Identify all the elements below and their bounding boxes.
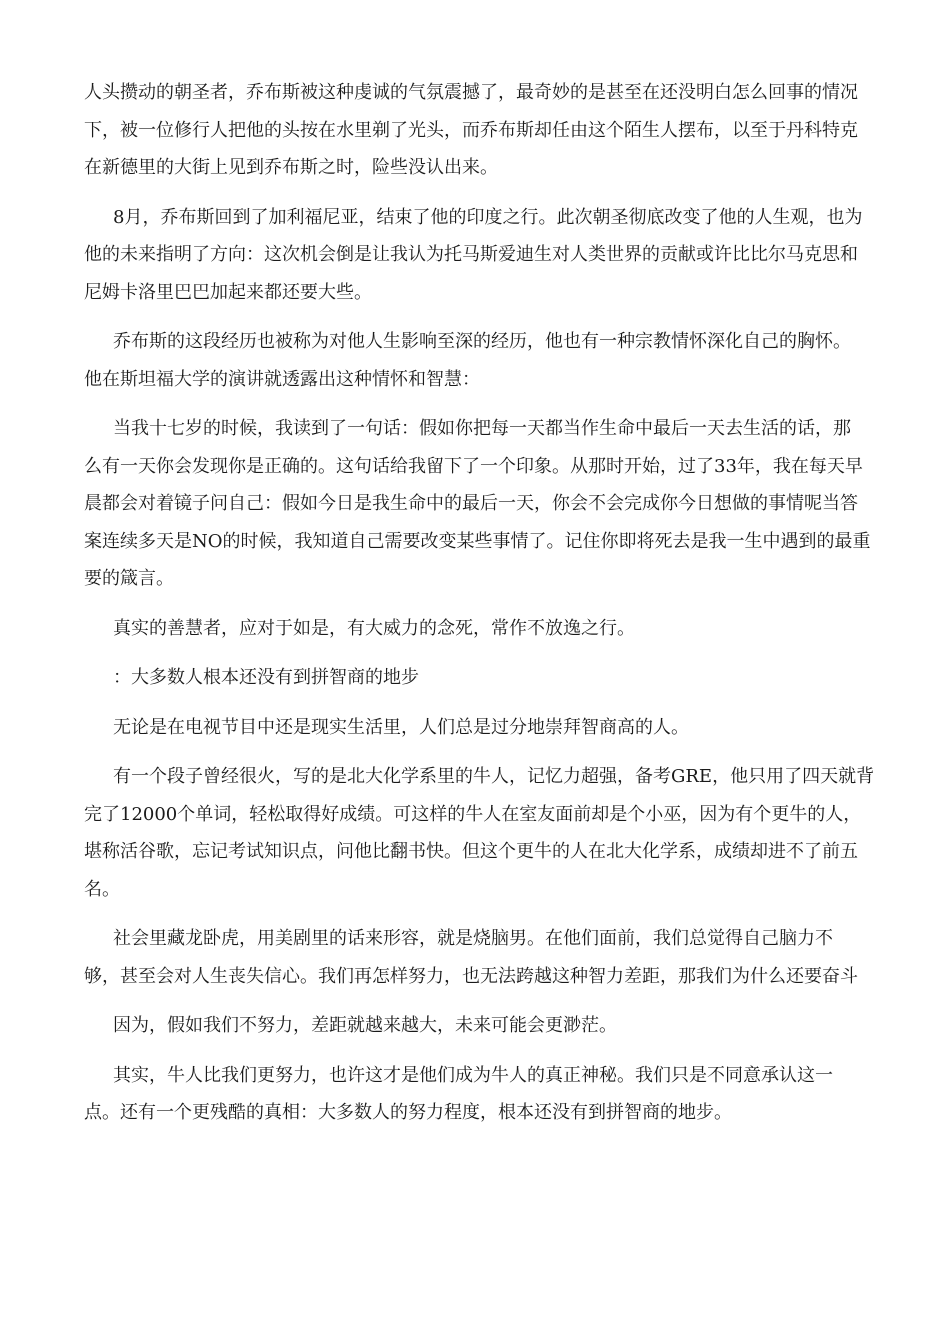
paragraph [84,199,866,312]
text-line: 其实，牛人比我们更努力，也许这才是他们成为牛人的真正神秘。我们只是不同意承认这一 [113,1064,833,1086]
text-line: 他在斯坦福大学的演讲就透露出这种情怀和智慧： [84,368,480,390]
text-line: 尼姆卡洛里巴巴加起来都还要大些。 [84,281,372,303]
text-line: 人头攒动的朝圣者，乔布斯被这种虔诚的气氛震撼了，最奇妙的是甚至在还没明白怎么回事的情况 [84,82,858,103]
text-line: 有一个段子曾经很火，写的是北大化学系里的牛人，记忆力超强，备考GRE，他只用了四天就背 [113,766,875,787]
text-line: 名。 [84,878,120,900]
paragraph [84,610,866,648]
text-line: 因为，假如我们不努力，差距就越来越大，未来可能会更渺茫。 [113,1015,617,1036]
text-line: 无论是在电视节目中还是现实生活里，人们总是过分地崇拜智商高的人。 [113,716,689,738]
text-line: 要的箴言。 [84,568,174,589]
text-line: 他的未来指明了方向：这次机会倒是让我认为托马斯爱迪生对人类世界的贡献或许比比尔马克思和 [84,244,858,265]
text-line: 点。还有一个更残酷的真相：大多数人的努力程度，根本还没有到拼智商的地步。 [84,1102,732,1123]
paragraph [84,410,871,598]
text-line: 堪称活谷歌，忘记考试知识点，问他比翻书快。但这个更牛的人在北大化学系，成绩却进不了前五 [84,841,858,862]
text-line: 8月，乔布斯回到了加利福尼亚，结束了他的印度之行。此次朝圣彻底改变了他的人生观，也为 [113,206,863,228]
paragraph [84,920,866,995]
text-line: 案连续多天是NO的时候，我知道自己需要改变某些事情了。记住你即将死去是我一生中遇到的最重 [84,530,871,552]
paragraph [84,709,866,747]
text-line: ：大多数人根本还没有到拼智商的地步 [113,667,419,688]
paragraph [84,323,866,398]
text-line: 在新德里的大街上见到乔布斯之时，险些没认出来。 [84,157,498,178]
text-line: 真实的善慧者，应对于如是，有大威力的念死，常作不放逸之行。 [113,617,635,639]
text-line: 够，甚至会对人生丧失信心。我们再怎样努力，也无法跨越这种智力差距，那我们为什么还要奋斗 [84,965,858,987]
document-body [84,74,875,1144]
text-line: 晨都会对着镜子问自己：假如今日是我生命中的最后一天，你会不会完成你今日想做的事情呢当答 [84,493,858,514]
text-line: 社会里藏龙卧虎，用美剧里的话来形容，就是烧脑男。在他们面前，我们总觉得自己脑力不 [113,928,833,949]
text-line: 下，被一位修行人把他的头按在水里剃了光头，而乔布斯却任由这个陌生人摆布，以至于丹科特克 [84,119,858,141]
text-line: 当我十七岁的时候，我读到了一句话：假如你把每一天都当作生命中最后一天去生活的话，那 [113,418,851,439]
paragraph [84,74,866,187]
text-line: 乔布斯的这段经历也被称为对他人生影响至深的经历，他也有一种宗教情怀深化自己的胸怀。 [113,331,851,352]
text-line: 完了12000个单词，轻松取得好成绩。可这样的牛人在室友面前却是个小巫，因为有个更牛的人， [84,803,862,825]
paragraph [84,1057,866,1132]
paragraph [84,659,866,697]
paragraph [84,1007,866,1045]
paragraph [84,758,875,908]
text-line: 么有一天你会发现你是正确的。这句话给我留下了一个印象。从那时开始，过了33年，我在每天早 [84,455,863,477]
